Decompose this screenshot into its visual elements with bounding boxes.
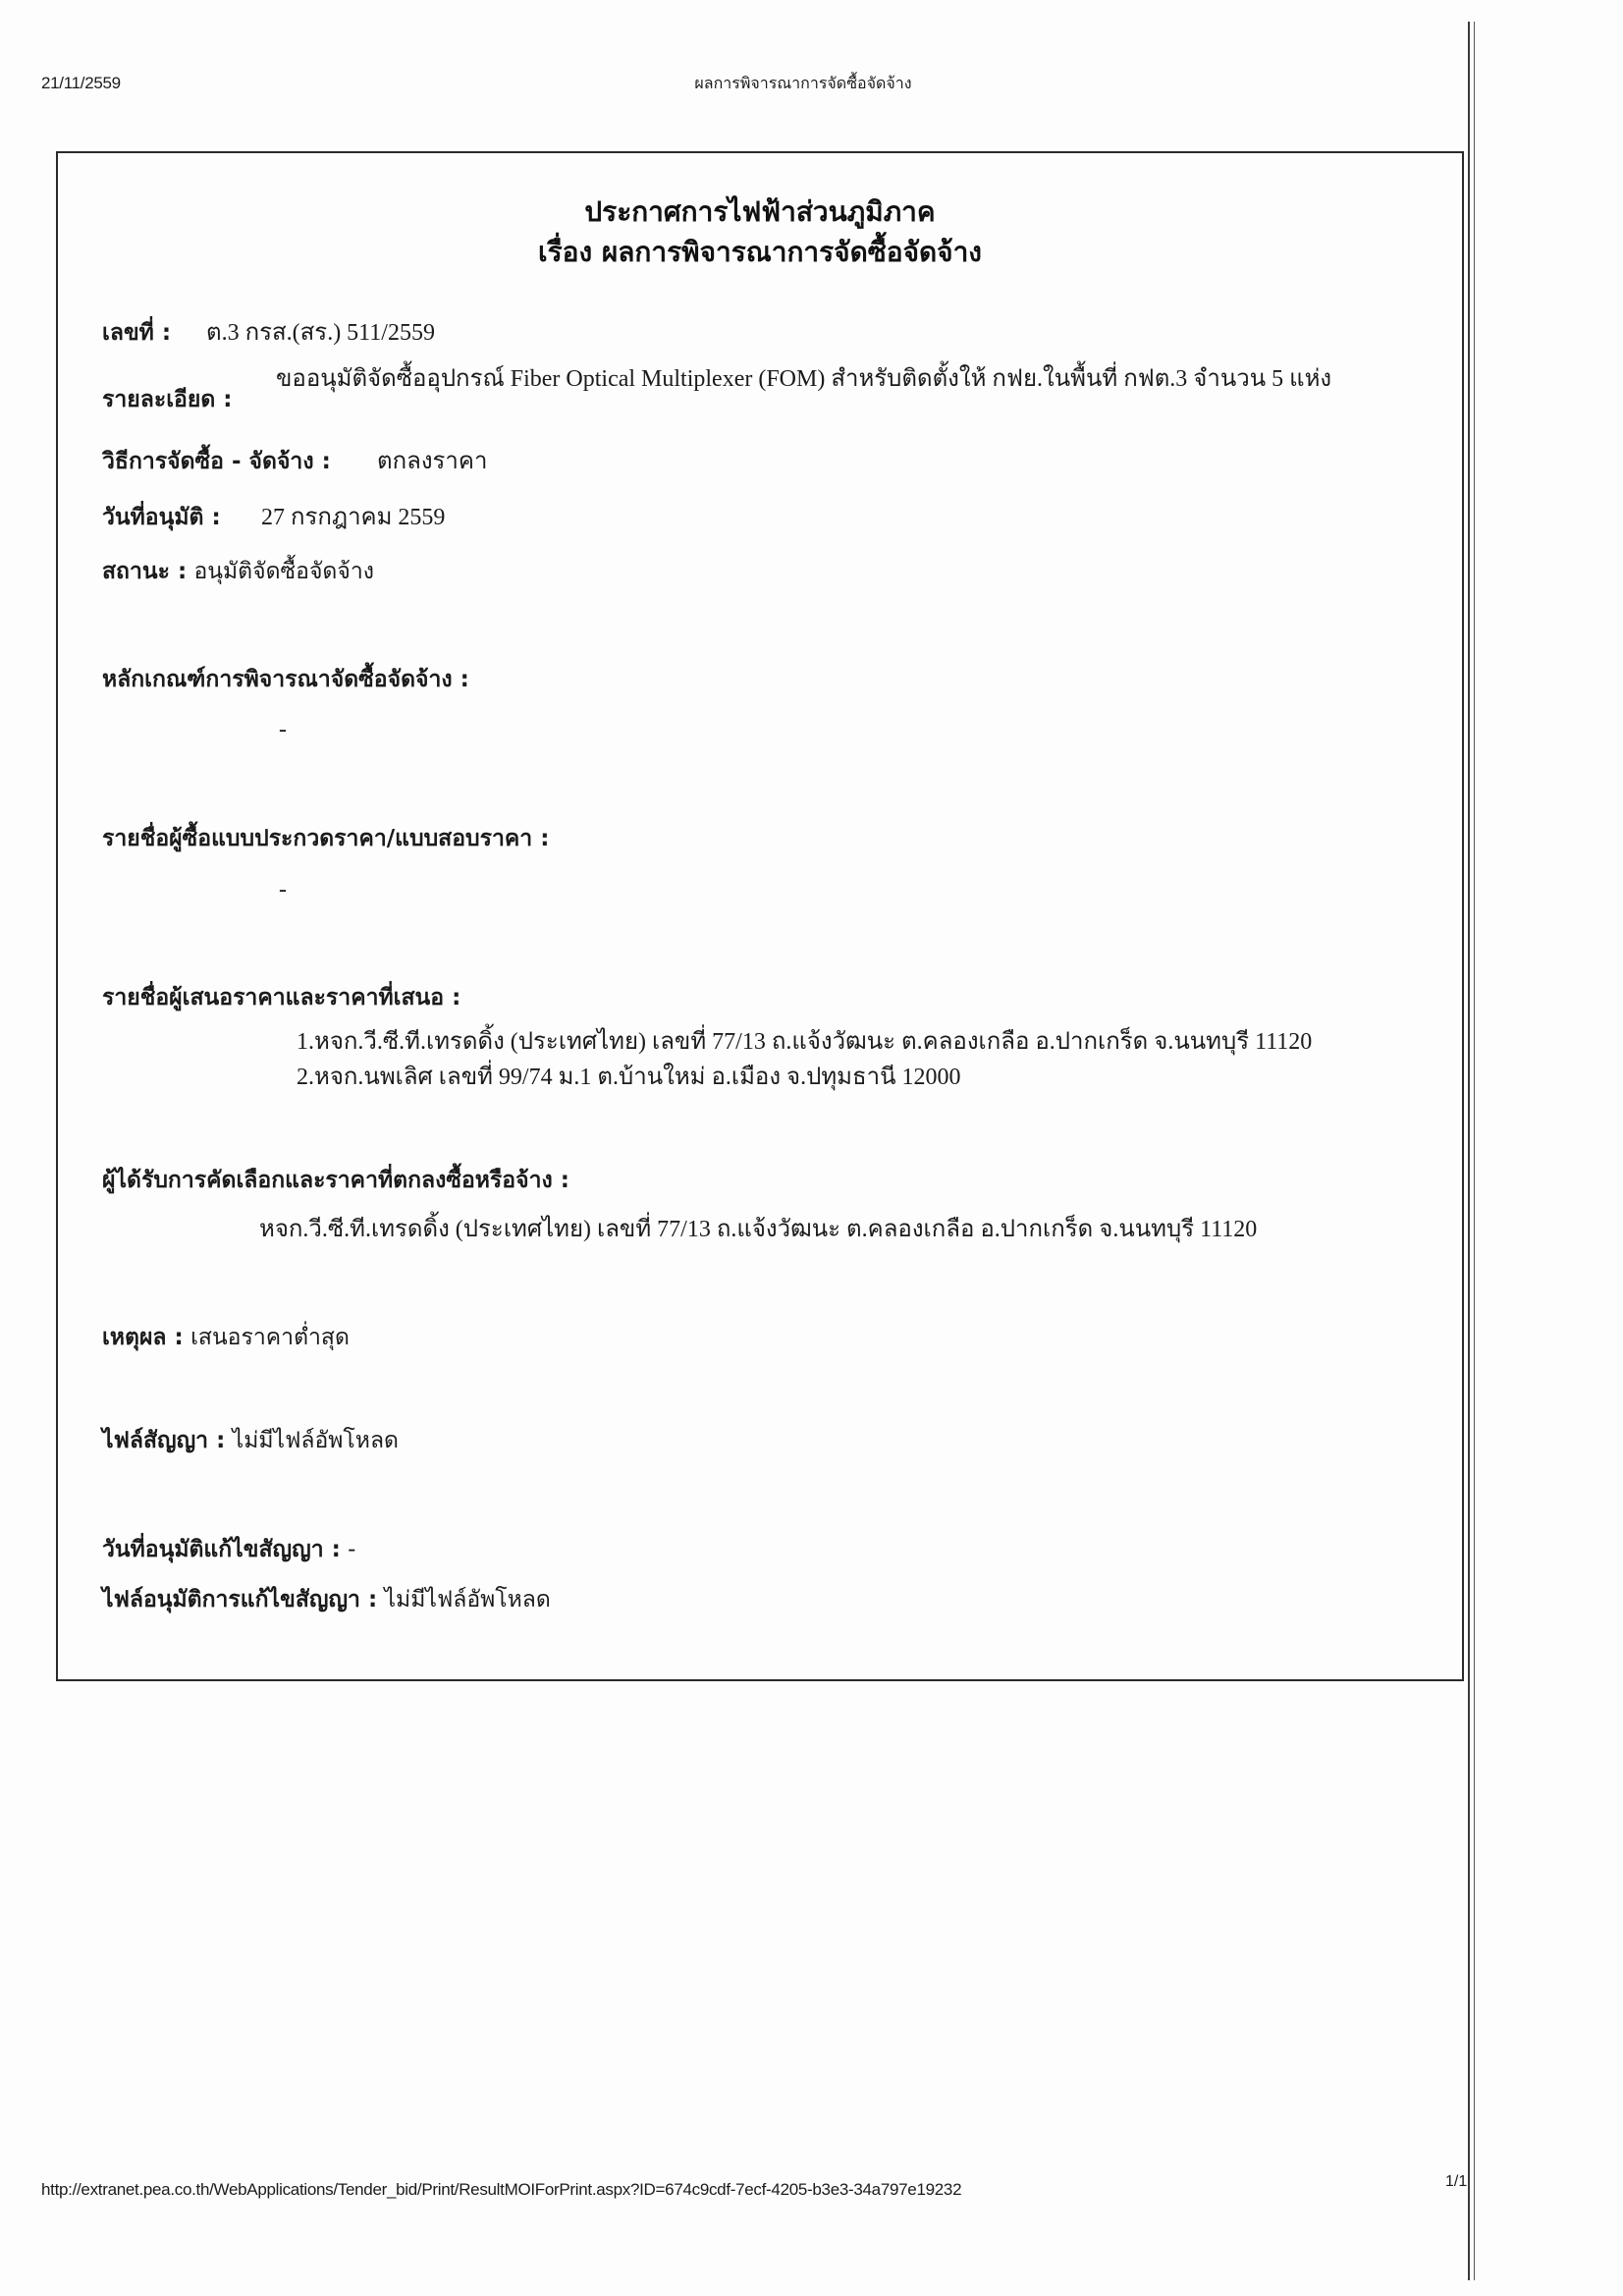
print-footer-url: http://extranet.pea.co.th/WebApplications/Tender_bid/Print/ResultMOIForPrint.aspx?ID=674c9cdf-7ecf-4205-b3e3-34a797e19232 bbox=[41, 2180, 962, 2199]
field-method bbox=[58, 446, 1462, 481]
section-criteria-label: หลักเกณฑ์การพิจารณาจัดซื้อจัดจ้าง : bbox=[102, 667, 469, 692]
field-number-label: เลขที่ : bbox=[102, 320, 172, 346]
field-number bbox=[58, 317, 1462, 353]
section-contract-file bbox=[58, 1425, 1462, 1460]
section-criteria bbox=[58, 664, 1462, 699]
field-approval-date-label: วันที่อนุมัติ : bbox=[102, 505, 221, 530]
section-amend-file bbox=[58, 1584, 1462, 1619]
field-detail-value: ขออนุมัติจัดซื้ออุปกรณ์ Fiber Optical Multiplexer (FOM) สำหรับติดตั้งให้ กฟย.ในพื้นที่ กฟต.3 จำนวน 5 แห่ง bbox=[276, 366, 1332, 392]
section-buyers-label: รายชื่อผู้ซื้อแบบประกวดราคา/แบบสอบราคา : bbox=[102, 826, 550, 851]
list-item: 2.หจก.นพเลิศ เลขที่ 99/74 ม.1 ต.บ้านใหม่ อ.เมือง จ.ปทุมธานี 12000 bbox=[297, 1065, 961, 1090]
field-detail bbox=[58, 361, 1462, 432]
field-status-value: อนุมัติจัดซื้อจัดจ้าง bbox=[193, 559, 374, 584]
section-amend-file-value: ไม่มีไฟล์อัพโหลด bbox=[384, 1587, 551, 1613]
selected-vendor: หจก.วี.ซี.ที.เทรดดิ้ง (ประเทศไทย) เลขที่ 77/13 ถ.แจ้งวัฒนะ ต.คลองเกลือ อ.ปากเกร็ด จ.นนทบุรี 11120 bbox=[259, 1217, 1258, 1242]
section-criteria-body bbox=[58, 714, 1462, 749]
section-buyers-body bbox=[58, 874, 1462, 909]
section-bidders-body bbox=[58, 1024, 1462, 1103]
announcement-frame bbox=[56, 151, 1464, 1681]
announcement-title: ประกาศการไฟฟ้าส่วนภูมิภาค bbox=[584, 195, 936, 228]
field-detail-label: รายละเอียด : bbox=[102, 387, 233, 412]
section-selected-label: ผู้ได้รับการคัดเลือกและราคาที่ตกลงซื้อหรือจ้าง : bbox=[102, 1168, 569, 1193]
list-item: 1.หจก.วี.ซี.ที.เทรดดิ้ง (ประเทศไทย) เลขที่ 77/13 ถ.แจ้งวัฒนะ ต.คลองเกลือ อ.ปากเกร็ด จ.นนทบุรี 11120 bbox=[297, 1029, 1313, 1055]
section-amend-date-value: - bbox=[348, 1537, 356, 1562]
section-contract-file-label: ไฟล์สัญญา : bbox=[102, 1428, 226, 1453]
section-amend-file-label: ไฟล์อนุมัติการแก้ไขสัญญา : bbox=[102, 1587, 378, 1613]
section-bidders bbox=[58, 982, 1462, 1017]
page-number: 1/1 bbox=[1445, 2173, 1468, 2190]
section-reason-label: เหตุผล : bbox=[102, 1325, 184, 1350]
field-method-label: วิธีการจัดซื้อ - จัดจ้าง : bbox=[102, 449, 331, 474]
scan-edge-line bbox=[1474, 22, 1475, 2280]
section-reason-value: เสนอราคาต่ำสุด bbox=[190, 1325, 350, 1350]
section-amend-date-label: วันที่อนุมัติแก้ไขสัญญา : bbox=[102, 1537, 341, 1562]
section-selected bbox=[58, 1165, 1462, 1200]
section-bidders-label: รายชื่อผู้เสนอราคาและราคาที่เสนอ : bbox=[102, 985, 461, 1011]
field-number-value: ต.3 กรส.(สร.) 511/2559 bbox=[206, 320, 435, 346]
field-status-label: สถานะ : bbox=[102, 559, 188, 584]
section-buyers-value: - bbox=[279, 877, 287, 902]
print-header-title: ผลการพิจารณาการจัดซื้อจัดจ้าง bbox=[694, 74, 912, 92]
field-method-value: ตกลงราคา bbox=[377, 449, 488, 474]
section-reason bbox=[58, 1322, 1462, 1357]
field-approval-date-value: 27 กรกฎาคม 2559 bbox=[261, 505, 446, 530]
field-approval-date bbox=[58, 502, 1462, 537]
announcement-subject: เรื่อง ผลการพิจารณาการจัดซื้อจัดจ้าง bbox=[538, 236, 982, 268]
section-selected-body bbox=[58, 1212, 1462, 1247]
section-amend-date bbox=[58, 1534, 1462, 1569]
section-buyers bbox=[58, 823, 1462, 858]
section-contract-file-value: ไม่มีไฟล์อัพโหลด bbox=[232, 1428, 399, 1453]
scan-edge-line bbox=[1468, 22, 1470, 2280]
print-date: 21/11/2559 bbox=[41, 74, 121, 92]
section-criteria-value: - bbox=[279, 717, 287, 742]
bidder-list bbox=[297, 1024, 1435, 1095]
field-status bbox=[58, 556, 1462, 591]
